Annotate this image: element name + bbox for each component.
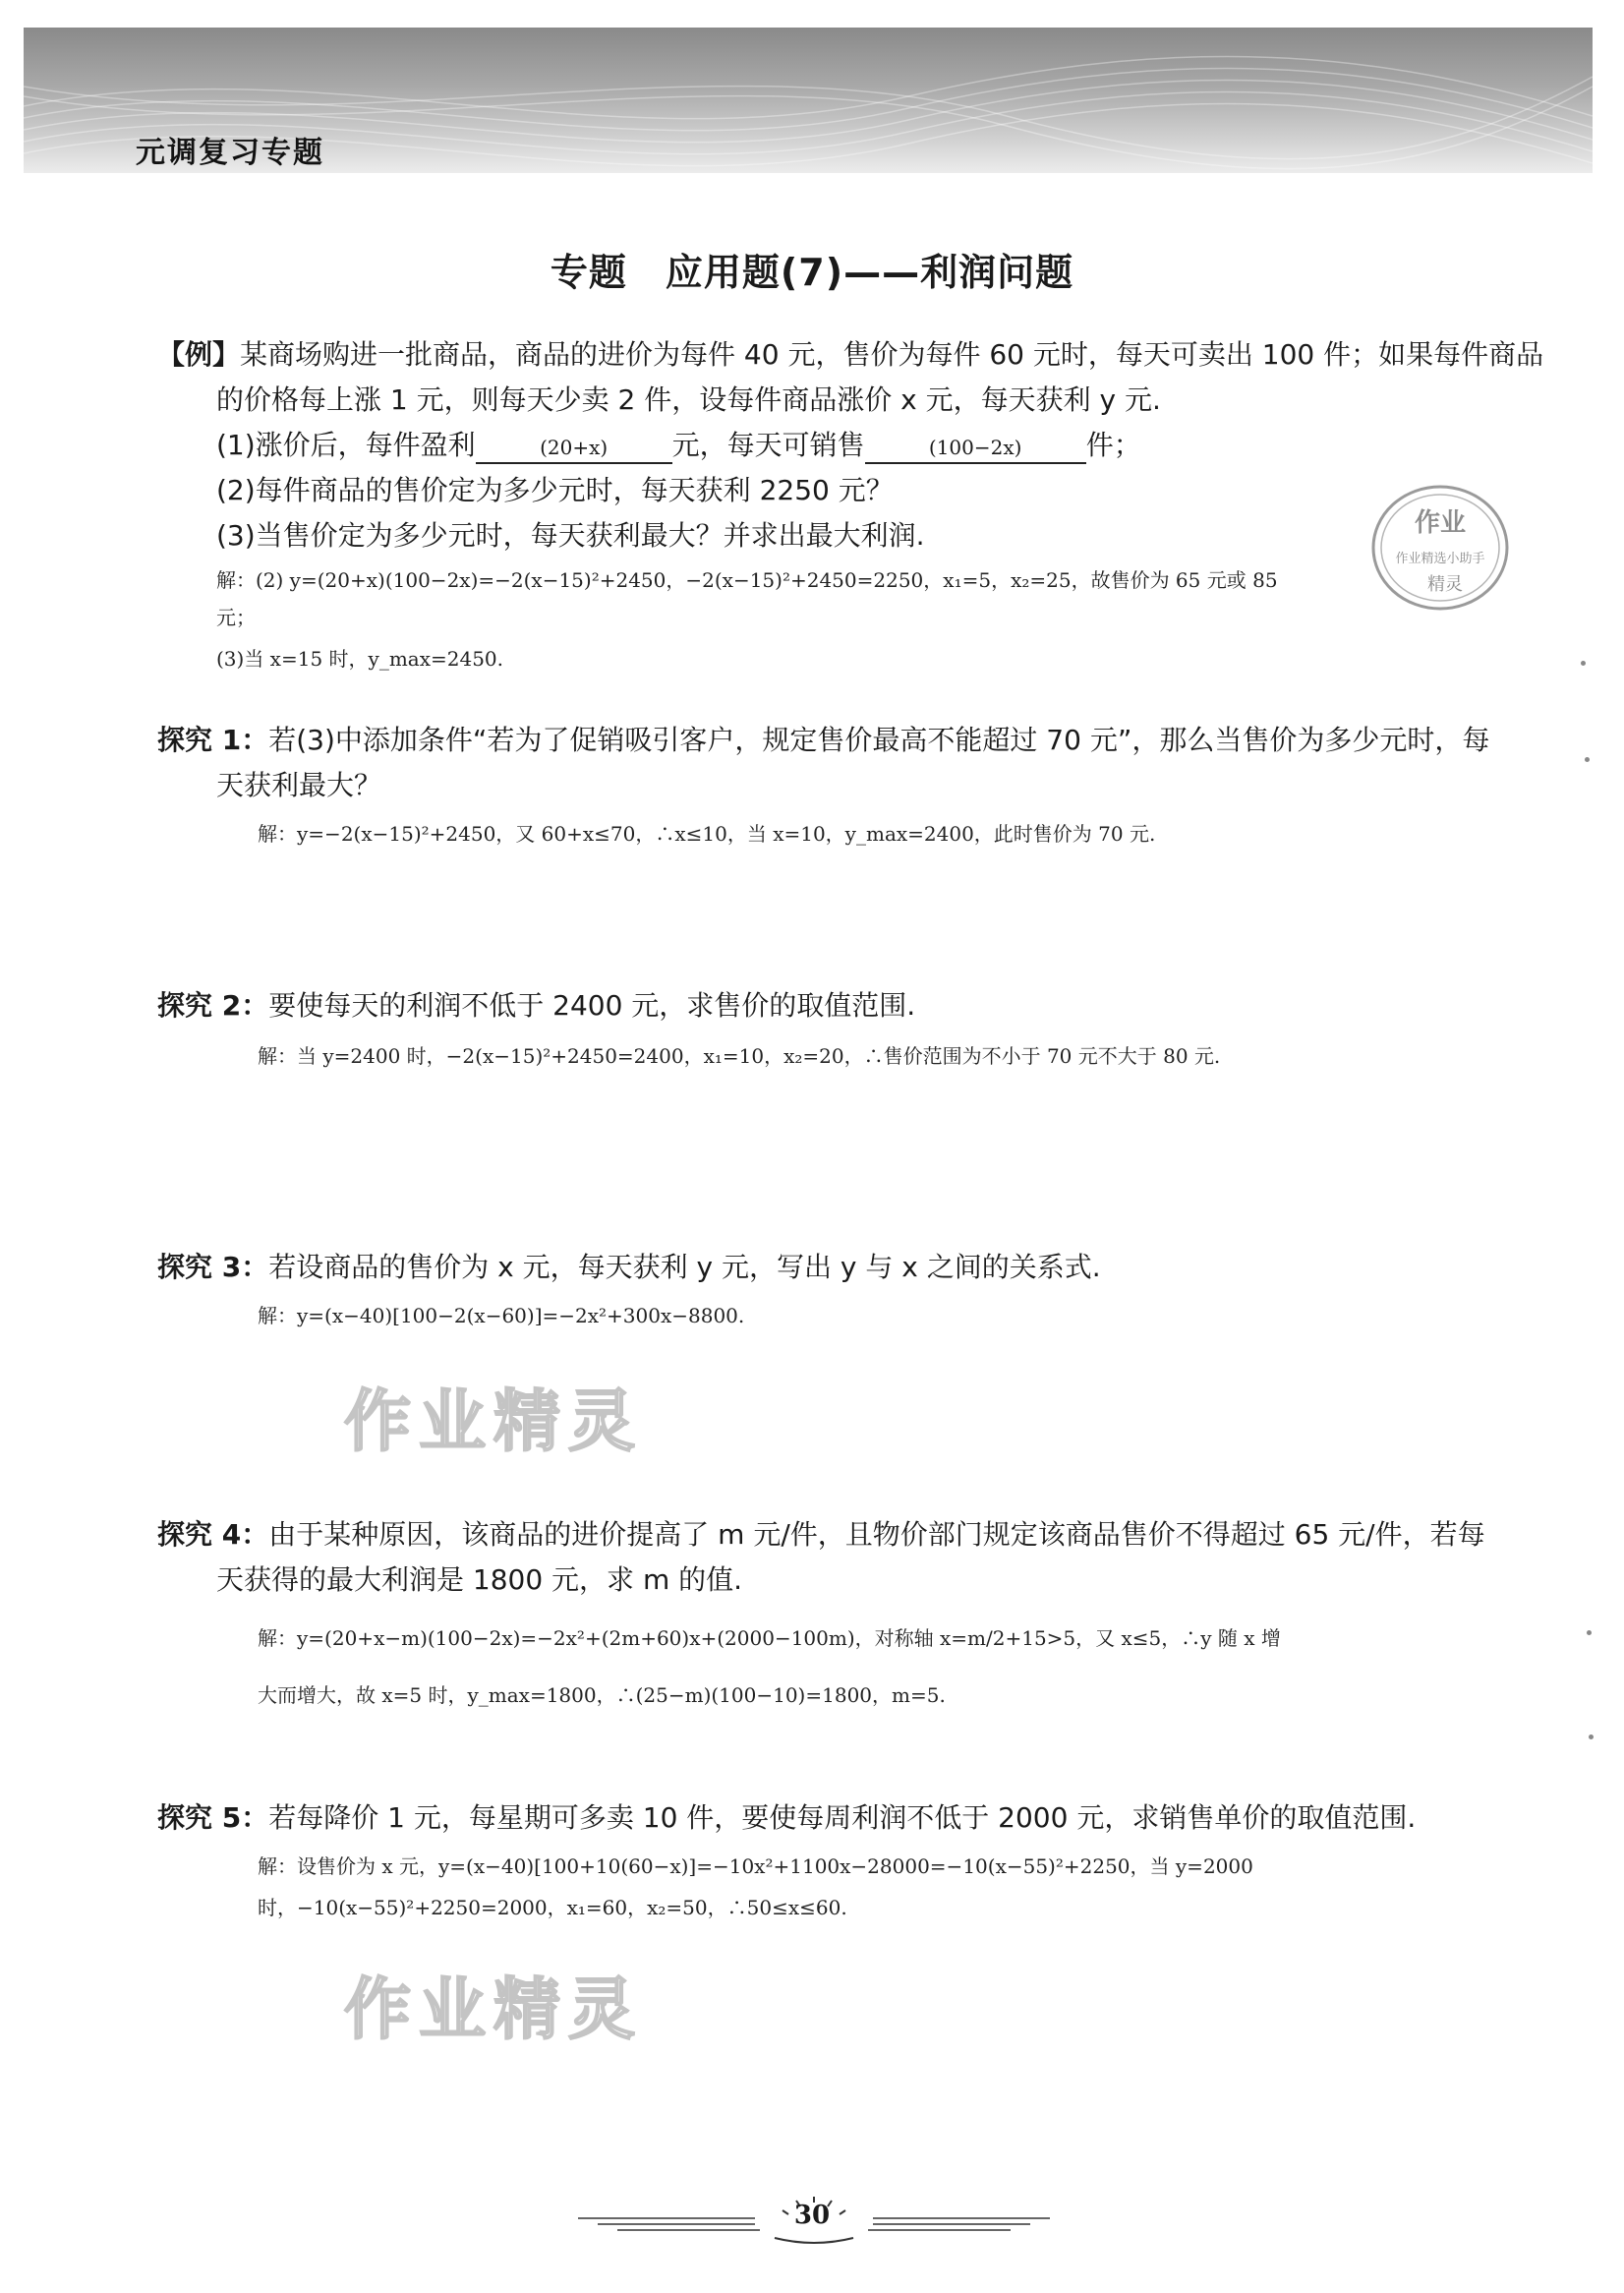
scan-speck xyxy=(1585,757,1590,762)
explore1-solution: 解：y=−2(x−15)²+2450，又 60+x≤70，∴x≤10，当 x=10，y_max=2400，此时售价为 70 元. xyxy=(258,822,1156,846)
stamp-graphic xyxy=(1366,480,1514,616)
explore4-line2: 天获得的最大利润是 1800 元，求 m 的值. xyxy=(216,1563,743,1596)
explore1-tag: 探究 1： xyxy=(157,724,269,756)
example-stem-text: 某商场购进一批商品，商品的进价为每件 40 元，售价为每件 60 元时，每天可卖出 100 件；如果每件商品 xyxy=(240,338,1544,371)
q1-prefix: (1)涨价后，每件盈利 xyxy=(216,429,476,461)
explore2-text: 要使每天的利润不低于 2400 元，求售价的取值范围. xyxy=(268,989,916,1022)
explore2-solution: 解：当 y=2400 时，−2(x−15)²+2450=2400，x₁=10，x₂=20，∴售价范围为不小于 70 元不大于 80 元. xyxy=(258,1044,1221,1068)
stamp-text-bottom: 精灵 xyxy=(1427,574,1463,595)
explore5-text: 若每降价 1 元，每星期可多卖 10 件，要使每周利润不低于 2000 元，求销售单价的取值范围. xyxy=(268,1801,1417,1834)
header-label: 元调复习专题 xyxy=(136,136,324,170)
homework-stamp-logo xyxy=(1366,480,1514,616)
explore4-tag: 探究 4： xyxy=(157,1518,269,1551)
page-title: 专题 应用题(7)——利润问题 xyxy=(550,251,1074,294)
explore5-tag: 探究 5： xyxy=(157,1801,269,1834)
explore5-solution-line1: 解：设售价为 x 元，y=(x−40)[100+10(60−x)]=−10x²+1100x−28000=−10(x−55)²+2250，当 y=2000 xyxy=(258,1854,1253,1878)
explore5-solution-line2: 时，−10(x−55)²+2250=2000，x₁=60，x₂=50，∴50≤x≤60. xyxy=(258,1896,847,1919)
stamp-text-main: 作业 xyxy=(1414,508,1467,538)
q1-answer-blank1: (20+x) xyxy=(476,433,672,464)
scan-speck xyxy=(1589,1734,1594,1739)
explore1-line2: 天获利最大？ xyxy=(216,769,382,801)
explore3-text: 若设商品的售价为 x 元，每天获利 y 元，写出 y 与 x 之间的关系式. xyxy=(268,1251,1101,1283)
explore1-line1 xyxy=(157,718,1489,763)
example-solution-line3: (3)当 x=15 时，y_max=2450. xyxy=(216,647,504,671)
explore2-tag: 探究 2： xyxy=(157,989,269,1022)
example-question3: (3)当售价定为多少元时，每天获利最大？并求出最大利润. xyxy=(216,519,925,552)
example-solution-line2: 元； xyxy=(216,606,256,629)
explore3-solution: 解：y=(x−40)[100−2(x−60)]=−2x²+300x−8800. xyxy=(258,1304,745,1327)
example-stem-line2: 的价格每上涨 1 元，则每天少卖 2 件，设每件商品涨价 x 元，每天获利 y 元. xyxy=(216,383,1161,416)
q1-answer-blank2: (100−2x) xyxy=(865,433,1086,464)
watermark-logo: 作业精灵 xyxy=(344,1971,644,2049)
example-question2: (2)每件商品的售价定为多少元时，每天获利 2250 元？ xyxy=(216,474,894,506)
example-stem-line1 xyxy=(157,332,1543,378)
explore2-line1 xyxy=(157,983,915,1029)
explore3-tag: 探究 3： xyxy=(157,1251,269,1283)
scan-speck xyxy=(1587,1630,1592,1635)
explore1-text: 若(3)中添加条件“若为了促销吸引客户，规定售价最高不能超过 70 元”，那么当售价为多少元时，每 xyxy=(268,724,1490,756)
example-question1 xyxy=(216,423,1141,468)
q1-middle: 元，每天可销售 xyxy=(671,429,865,461)
explore4-solution-line1: 解：y=(20+x−m)(100−2x)=−2x²+(2m+60)x+(2000−100m)，对称轴 x=m/2+15>5，又 x≤5，∴y 随 x 增 xyxy=(258,1626,1281,1650)
q1-suffix: 件； xyxy=(1085,429,1141,461)
explore4-solution-line2: 大而增大，故 x=5 时，y_max=1800，∴(25−m)(100−10)=1800，m=5. xyxy=(258,1683,946,1707)
explore3-line1 xyxy=(157,1245,1101,1290)
explore5-line1 xyxy=(157,1795,1416,1841)
stamp-text-sub: 作业精选小助手 xyxy=(1395,552,1485,566)
explore4-text: 由于某种原因，该商品的进价提高了 m 元/件，且物价部门规定该商品售价不得超过 65 元/件，若每 xyxy=(268,1518,1485,1551)
page-number: 30 xyxy=(793,2201,831,2230)
scan-speck xyxy=(1581,661,1586,666)
example-tag: 【例】 xyxy=(157,338,241,371)
explore4-line1 xyxy=(157,1512,1485,1558)
watermark-logo: 作业精灵 xyxy=(344,1383,644,1461)
example-solution-line1: 解：(2) y=(20+x)(100−2x)=−2(x−15)²+2450，−2(x−15)²+2450=2250，x₁=5，x₂=25，故售价为 65 元或 85 xyxy=(216,568,1278,592)
